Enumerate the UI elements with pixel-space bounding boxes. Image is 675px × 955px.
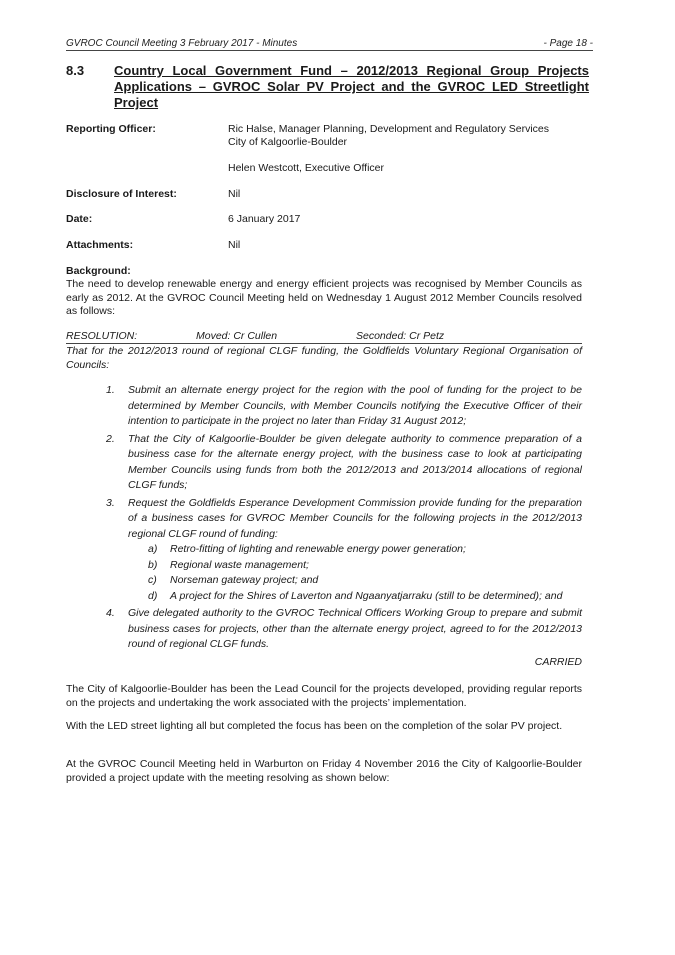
resolution-item [102,432,582,494]
resolution-item-number: 4. [106,607,115,619]
resolution-moved: Moved: Cr Cullen [196,330,278,342]
disclosure-value: Nil [228,188,241,200]
sub-item-letter: b) [148,558,158,571]
attachments-label: Attachments: [66,239,134,251]
carried-label: CARRIED [534,656,582,668]
resolution-item [102,606,582,653]
section-title: Country Local Government Fund – 2012/2013 Regional Group Projects Applications – GVROC Solar PV Project and the GVROC LED Streetlight Project [114,63,589,110]
paragraph-lead-council: The City of Kalgoorlie-Boulder has been the Lead Council for the projects developed, providing regular reports on the projects and undertaking the work associated with the projects’ implementation. [66,683,582,709]
reporting-officer-line1: Ric Halse, Manager Planning, Development and Regulatory Services [228,123,549,135]
reporting-officer-label: Reporting Officer: [66,123,156,135]
resolution-seconded: Seconded: Cr Petz [356,330,445,342]
resolution-label: RESOLUTION: [66,330,138,342]
page-header [66,38,593,51]
date-label: Date: [66,213,93,225]
resolution-sub-list [128,542,582,604]
date-value: 6 January 2017 [228,213,301,225]
resolution-item-text: Submit an alternate energy project for the region with the pool of funding for the project to be determined by Member Councils, with Member Councils notifying the Executive Officer of their intention to participate in the project no later than Friday 31 August 2012; [128,384,582,427]
resolution-item [102,383,582,430]
resolution-item-text: That the City of Kalgoorlie-Boulder be given delegate authority to commence preparation of a business case for the alternate energy project, with the business case to look at participating Member Councils using funds from both the 2012/2013 and 2013/2014 allocations of regional CLGF funds; [128,432,582,491]
reporting-officer-line2: City of Kalgoorlie-Boulder [228,136,348,148]
sub-item-text: Regional waste management; [170,558,309,571]
resolution-sub-item [148,542,582,558]
resolution-item-text: Give delegated authority to the GVROC Technical Officers Working Group to prepare and submit business cases for projects, other than the alternate energy project, agreed to for the 2012/2013 round of regional CLGF funds. [128,607,582,650]
section-number: 8.3 [66,63,85,78]
header-title: GVROC Council Meeting 3 February 2017 - Minutes [66,38,298,49]
attachments-value: Nil [228,239,241,251]
resolution-sub-item [148,558,582,574]
resolution-intro: That for the 2012/2013 round of regional CLGF funding, the Goldfields Voluntary Regional Organisation of Councils: [66,345,582,371]
resolution-item-number: 1. [106,384,115,396]
background-heading: Background: [66,265,131,277]
resolution-item-number: 3. [106,496,115,509]
resolution-bar [66,330,582,344]
reporting-officer-line3: Helen Westcott, Executive Officer [228,162,385,174]
resolution-sub-item [148,589,582,605]
disclosure-label: Disclosure of Interest: [66,188,177,200]
sub-item-letter: d) [148,589,158,602]
resolution-sub-item [148,573,582,589]
sub-item-text: A project for the Shires of Laverton and Ngaanyatjarraku (still to be determined); and [170,589,563,602]
header-page-number: - Page 18 - [543,38,593,49]
paragraph-led-lighting: With the LED street lighting all but completed the focus has been on the completion of the solar PV project. [66,720,563,732]
resolution-item [102,496,582,605]
sub-item-letter: a) [148,543,158,555]
sub-item-text: Retro-fitting of lighting and renewable energy power generation; [170,543,466,555]
sub-item-text: Norseman gateway project; and [170,574,319,586]
paragraph-meeting-update: At the GVROC Council Meeting held in Warburton on Friday 4 November 2016 the City of Kalgoorlie-Boulder provided a project update with the meeting resolving as shown below: [66,758,582,784]
reporting-officer-value [228,123,598,149]
background-paragraph: The need to develop renewable energy and energy efficient projects was recognised by Member Councils as early as 2012. At the GVROC Council Meeting held on Wednesday 1 August 2012 Member Councils resolved as follows: [66,278,582,317]
resolution-item-number: 2. [106,432,115,445]
resolution-list [102,383,582,655]
resolution-item-text: Request the Goldfields Esperance Development Commission provide funding for the preparation of a business cases for GVROC Member Councils for the following projects in the 2012/2013 regional CLGF round of funding: [128,496,582,540]
sub-item-letter: c) [148,574,157,586]
